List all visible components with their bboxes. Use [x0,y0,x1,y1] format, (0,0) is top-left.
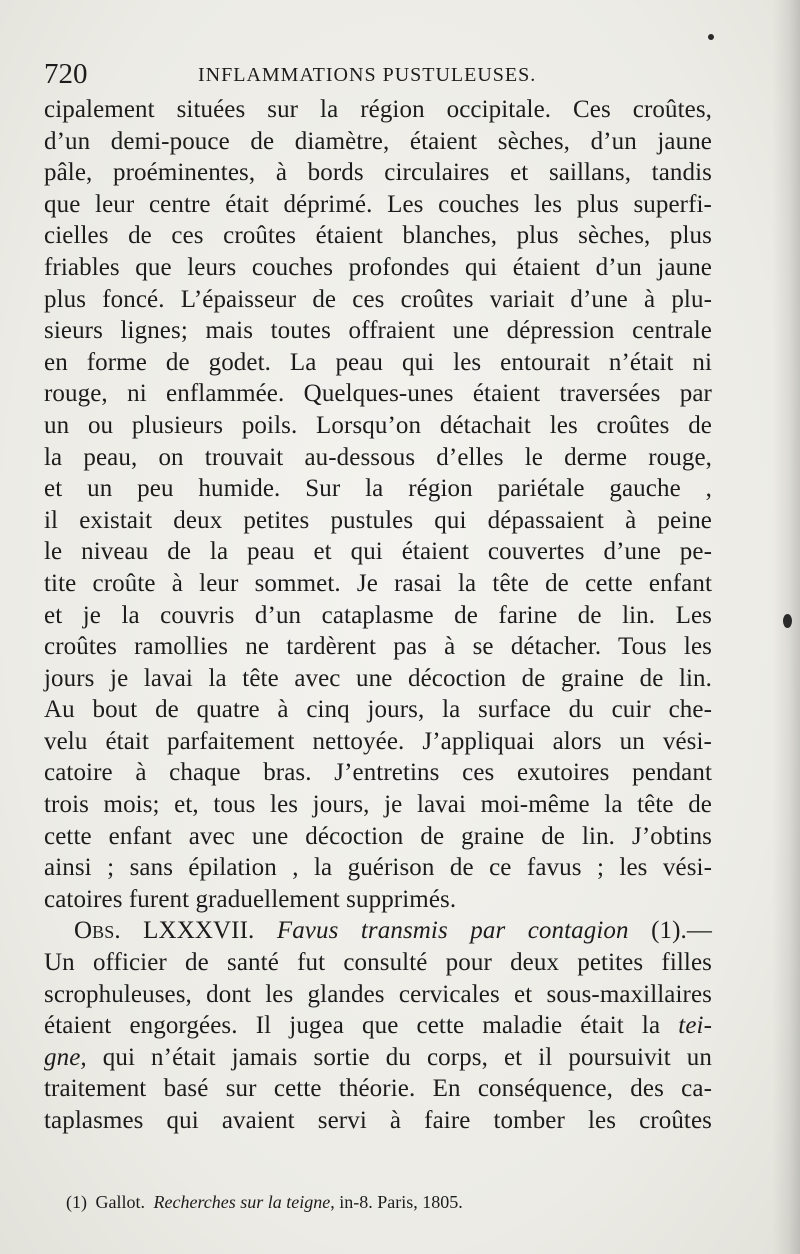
text-line: cielles de ces croûtes étaient blanches, plus sèches, plus [44,222,712,250]
text-line: croûtes ramollies ne tardèrent pas à se détacher. Tous les [44,633,712,661]
text-line: friables que leurs couches profondes qui étaient d’un jaune [44,253,712,281]
text-line: Un officier de santé fut consulté pour deux petites filles [44,949,712,977]
text-line: en forme de godet. La peau qui les entourait n’était ni [44,348,712,376]
ink-spot [708,34,714,40]
text-line: d’un demi-pouce de diamètre, étaient sèches, d’un jaune [44,127,712,155]
text-line: plus foncé. L’épaisseur de ces croûtes variait d’une à plu- [44,285,712,313]
text-fragment: qui n’était jamais sortie du corps, et il poursuivit un [102,1043,712,1071]
text-line: sieurs lignes; mais toutes offraient une dépression centrale [44,317,712,345]
text-line: et je la couvris d’un cataplasme de farine de lin. Les [44,601,712,629]
footnote-rest: , in-8. Paris, 1805. [330,1192,463,1212]
text-line: catoires furent graduellement supprimés. [44,885,457,913]
text-line: cipalement situées sur la région occipitale. Ces croûtes, [44,96,712,123]
footnote-title: Recherches sur la teigne [153,1192,331,1212]
text-line: traitement basé sur cette théorie. En conséquence, des ca- [44,1075,712,1103]
italic-word: tei- [678,1012,712,1040]
running-head: INFLAMMATIONS PUSTULEUSES. [198,64,537,86]
text-line: que leur centre était déprimé. Les couches les plus superfi- [44,190,712,218]
footnote [66,1192,706,1213]
text-line [44,1042,712,1074]
text-line: la peau, on trouvait au-dessous d’elles le derme rouge, [44,443,712,471]
page-header [44,56,744,96]
text-line: pâle, proéminentes, à bords circulaires et saillans, tandis [44,159,712,187]
text-line: rouge, ni enflammée. Quelques-unes étaient traversées par [44,380,712,408]
text-line: et un peu humide. Sur la région pariétale gauche , [44,475,712,503]
body-text [44,94,712,1137]
text-line: cette enfant avec une décoction de graine de lin. J’obtins [44,822,712,850]
text-line: jours je lavai la tête avec une décoction de graine de lin. [44,664,712,692]
page-number: 720 [44,58,88,90]
text-line: scrophuleuses, dont les glandes cervicales et sous-maxillaires [44,980,712,1008]
observation-heading [44,915,712,947]
text-line: taplasmes qui avaient servi à faire tomber les croûtes [44,1107,712,1134]
text-line: Au bout de quatre à cinq jours, la surface du cuir che- [44,696,712,724]
text-line: velu était parfaitement nettoyée. J’appliquai alors un vési- [44,727,712,755]
text-line: catoire à chaque bras. J’entretins ces exutoires pendant [44,759,712,787]
observation-title: Favus transmis par contagion [276,917,629,945]
footnote-ref: (1).— [651,917,712,945]
italic-word: gne, [44,1043,87,1071]
footnote-marker: (1) [66,1192,87,1212]
text-fragment: étaient engorgées. Il jugea que cette maladie était la [44,1012,661,1040]
text-line: le niveau de la peau et qui étaient couvertes d’une pe- [44,538,712,566]
text-line: un ou plusieurs poils. Lorsqu’on détachait les croûtes de [44,411,712,439]
text-line: tite croûte à leur sommet. Je rasai la tête de cette enfant [44,569,712,597]
text-line [44,1010,712,1042]
text-line: il existait deux petites pustules qui dépassaient à peine [44,506,712,534]
text-line: trois mois; et, tous les jours, je lavai moi-même la tête de [44,791,712,819]
ink-spot [783,614,792,628]
observation-label: Obs. LXXXVII. [74,917,255,945]
text-line: ainsi ; sans épilation , la guérison de ce favus ; les vési- [44,854,712,882]
footnote-author: Gallot. [95,1192,145,1212]
